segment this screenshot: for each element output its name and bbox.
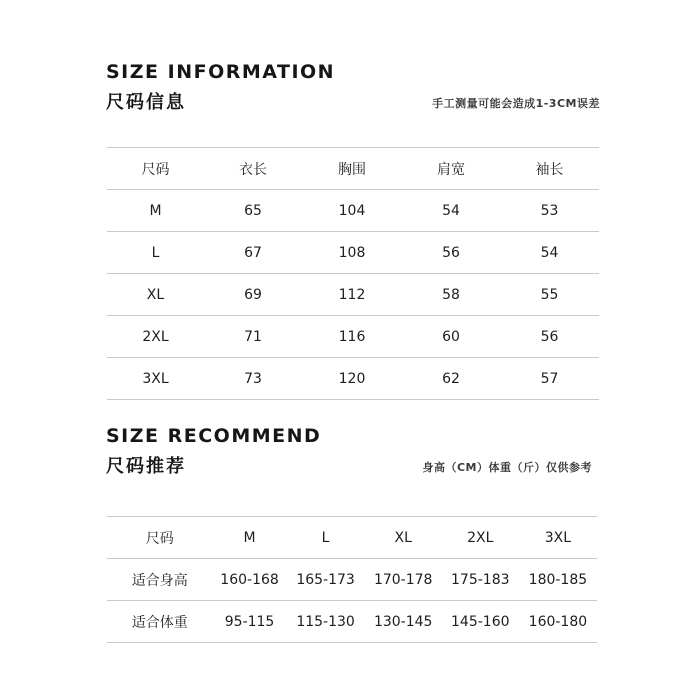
table-cell: 170-178 [365, 559, 442, 601]
table-row [107, 601, 597, 643]
table-cell: 55 [500, 274, 599, 316]
table-cell: 116 [302, 316, 402, 358]
header-cell: 肩宽 [402, 148, 500, 190]
table-cell: 108 [302, 232, 402, 274]
table-header-row [107, 517, 597, 559]
table-cell: 160-168 [213, 559, 287, 601]
size-recommend-title: SIZE RECOMMEND [106, 425, 322, 447]
row-label: 适合体重 [107, 601, 213, 643]
header-cell: 尺码 [107, 517, 213, 559]
header-cell: 胸围 [302, 148, 402, 190]
table-cell: 62 [402, 358, 500, 400]
reference-note: 身高（CM）体重（斤）仅供参考 [422, 461, 592, 474]
table-cell: 67 [204, 232, 302, 274]
header-cell: XL [365, 517, 442, 559]
size-cell: 3XL [107, 358, 204, 400]
size-cell: XL [107, 274, 204, 316]
table-cell: 112 [302, 274, 402, 316]
table-cell: 69 [204, 274, 302, 316]
table-row [107, 274, 599, 316]
table-header-row [107, 148, 599, 190]
measurement-note: 手工测量可能会造成1-3CM误差 [432, 97, 600, 110]
table-cell: 145-160 [442, 601, 519, 643]
table-cell: 56 [500, 316, 599, 358]
size-information-table [107, 147, 599, 400]
size-information-title: SIZE INFORMATION [106, 61, 336, 83]
table-cell: 175-183 [442, 559, 519, 601]
table-cell: 65 [204, 190, 302, 232]
table-cell: 54 [500, 232, 599, 274]
table-cell: 73 [204, 358, 302, 400]
table-cell: 180-185 [519, 559, 597, 601]
table-cell: 57 [500, 358, 599, 400]
size-cell: 2XL [107, 316, 204, 358]
table-row [107, 316, 599, 358]
table-cell: 160-180 [519, 601, 597, 643]
header-cell: 尺码 [107, 148, 204, 190]
row-label: 适合身高 [107, 559, 213, 601]
size-recommend-table [107, 516, 597, 643]
header-cell: L [287, 517, 365, 559]
size-cell: L [107, 232, 204, 274]
table-row [107, 559, 597, 601]
header-cell: 3XL [519, 517, 597, 559]
size-cell: M [107, 190, 204, 232]
header-cell: 袖长 [500, 148, 599, 190]
table-cell: 58 [402, 274, 500, 316]
table-cell: 56 [402, 232, 500, 274]
table-cell: 71 [204, 316, 302, 358]
table-cell: 120 [302, 358, 402, 400]
table-cell: 60 [402, 316, 500, 358]
header-cell: 2XL [442, 517, 519, 559]
table-cell: 115-130 [287, 601, 365, 643]
table-cell: 54 [402, 190, 500, 232]
table-row [107, 190, 599, 232]
header-cell: M [213, 517, 287, 559]
table-row [107, 358, 599, 400]
table-cell: 104 [302, 190, 402, 232]
table-cell: 95-115 [213, 601, 287, 643]
table-cell: 53 [500, 190, 599, 232]
header-cell: 衣长 [204, 148, 302, 190]
size-information-subtitle: 尺码信息 [106, 92, 186, 113]
table-cell: 165-173 [287, 559, 365, 601]
size-recommend-subtitle: 尺码推荐 [106, 456, 186, 477]
table-cell: 130-145 [365, 601, 442, 643]
table-row [107, 232, 599, 274]
